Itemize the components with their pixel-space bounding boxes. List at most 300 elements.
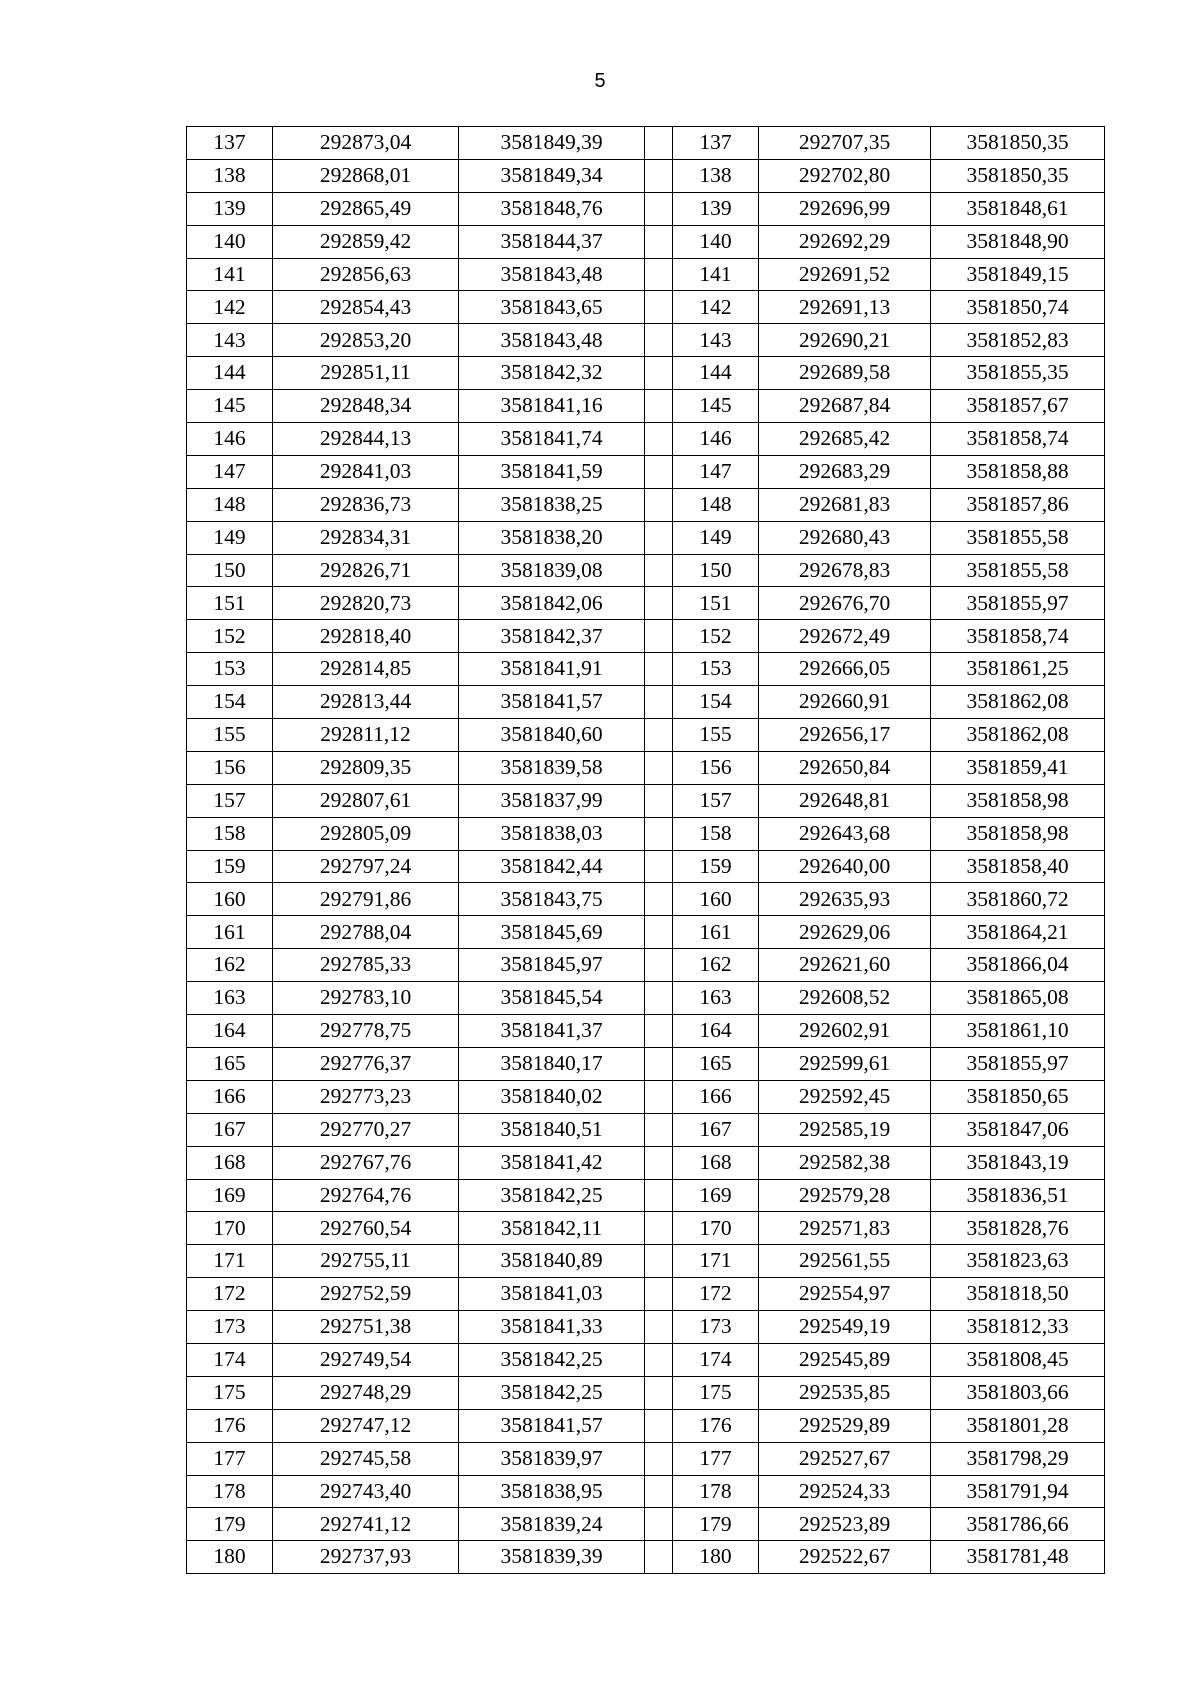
- point-number-right: 175: [673, 1376, 759, 1409]
- x-coordinate-right: 292549,19: [759, 1311, 931, 1344]
- spacer-cell: [645, 587, 673, 620]
- x-coordinate-right: 292592,45: [759, 1080, 931, 1113]
- x-coordinate-right: 292635,93: [759, 883, 931, 916]
- x-coordinate-left: 292836,73: [273, 488, 459, 521]
- y-coordinate-right: 3581798,29: [931, 1442, 1105, 1475]
- x-coordinate-right: 292554,97: [759, 1278, 931, 1311]
- x-coordinate-left: 292778,75: [273, 1015, 459, 1048]
- spacer-cell: [645, 949, 673, 982]
- x-coordinate-left: 292785,33: [273, 949, 459, 982]
- y-coordinate-left: 3581843,48: [459, 324, 645, 357]
- y-coordinate-right: 3581781,48: [931, 1541, 1105, 1574]
- table-row: [187, 159, 1105, 192]
- y-coordinate-right: 3581849,15: [931, 258, 1105, 291]
- y-coordinate-left: 3581842,37: [459, 620, 645, 653]
- table-row: [187, 554, 1105, 587]
- x-coordinate-left: 292797,24: [273, 850, 459, 883]
- point-number-right: 174: [673, 1343, 759, 1376]
- x-coordinate-right: 292689,58: [759, 357, 931, 390]
- x-coordinate-right: 292691,13: [759, 291, 931, 324]
- point-number-left: 173: [187, 1311, 273, 1344]
- table-row: [187, 1080, 1105, 1113]
- point-number-left: 164: [187, 1015, 273, 1048]
- point-number-right: 172: [673, 1278, 759, 1311]
- spacer-cell: [645, 719, 673, 752]
- x-coordinate-right: 292681,83: [759, 488, 931, 521]
- table-row: [187, 1212, 1105, 1245]
- x-coordinate-right: 292535,85: [759, 1376, 931, 1409]
- point-number-left: 141: [187, 258, 273, 291]
- table-row: [187, 916, 1105, 949]
- point-number-right: 180: [673, 1541, 759, 1574]
- spacer-cell: [645, 1508, 673, 1541]
- spacer-cell: [645, 1080, 673, 1113]
- y-coordinate-left: 3581838,25: [459, 488, 645, 521]
- point-number-right: 162: [673, 949, 759, 982]
- point-number-right: 153: [673, 653, 759, 686]
- point-number-left: 165: [187, 1047, 273, 1080]
- table-row: [187, 949, 1105, 982]
- x-coordinate-left: 292788,04: [273, 916, 459, 949]
- x-coordinate-right: 292621,60: [759, 949, 931, 982]
- point-number-right: 149: [673, 521, 759, 554]
- y-coordinate-right: 3581859,41: [931, 751, 1105, 784]
- table-row: [187, 1541, 1105, 1574]
- y-coordinate-left: 3581841,91: [459, 653, 645, 686]
- y-coordinate-right: 3581850,74: [931, 291, 1105, 324]
- point-number-right: 141: [673, 258, 759, 291]
- y-coordinate-right: 3581836,51: [931, 1179, 1105, 1212]
- point-number-right: 161: [673, 916, 759, 949]
- table-row: [187, 817, 1105, 850]
- table-row: [187, 1343, 1105, 1376]
- point-number-left: 144: [187, 357, 273, 390]
- x-coordinate-right: 292648,81: [759, 784, 931, 817]
- y-coordinate-left: 3581840,02: [459, 1080, 645, 1113]
- point-number-right: 157: [673, 784, 759, 817]
- y-coordinate-right: 3581857,86: [931, 488, 1105, 521]
- spacer-cell: [645, 554, 673, 587]
- y-coordinate-left: 3581845,54: [459, 982, 645, 1015]
- x-coordinate-left: 292854,43: [273, 291, 459, 324]
- x-coordinate-right: 292582,38: [759, 1146, 931, 1179]
- point-number-right: 156: [673, 751, 759, 784]
- y-coordinate-right: 3581866,04: [931, 949, 1105, 982]
- y-coordinate-right: 3581858,98: [931, 817, 1105, 850]
- table-row: [187, 324, 1105, 357]
- spacer-cell: [645, 291, 673, 324]
- point-number-right: 167: [673, 1113, 759, 1146]
- point-number-right: 178: [673, 1475, 759, 1508]
- y-coordinate-left: 3581840,89: [459, 1245, 645, 1278]
- x-coordinate-left: 292873,04: [273, 127, 459, 160]
- y-coordinate-right: 3581848,61: [931, 192, 1105, 225]
- y-coordinate-left: 3581842,06: [459, 587, 645, 620]
- y-coordinate-right: 3581860,72: [931, 883, 1105, 916]
- point-number-left: 177: [187, 1442, 273, 1475]
- y-coordinate-left: 3581845,97: [459, 949, 645, 982]
- table-row: [187, 1278, 1105, 1311]
- spacer-cell: [645, 258, 673, 291]
- table-row: [187, 127, 1105, 160]
- page-number: 5: [594, 70, 606, 92]
- table-row: [187, 258, 1105, 291]
- spacer-cell: [645, 1015, 673, 1048]
- x-coordinate-left: 292807,61: [273, 784, 459, 817]
- point-number-left: 174: [187, 1343, 273, 1376]
- y-coordinate-right: 3581861,25: [931, 653, 1105, 686]
- spacer-cell: [645, 357, 673, 390]
- x-coordinate-left: 292749,54: [273, 1343, 459, 1376]
- y-coordinate-left: 3581843,65: [459, 291, 645, 324]
- point-number-right: 154: [673, 686, 759, 719]
- point-number-left: 179: [187, 1508, 273, 1541]
- y-coordinate-left: 3581838,20: [459, 521, 645, 554]
- x-coordinate-right: 292660,91: [759, 686, 931, 719]
- y-coordinate-left: 3581843,48: [459, 258, 645, 291]
- y-coordinate-left: 3581845,69: [459, 916, 645, 949]
- table-row: [187, 1475, 1105, 1508]
- x-coordinate-right: 292608,52: [759, 982, 931, 1015]
- x-coordinate-right: 292602,91: [759, 1015, 931, 1048]
- point-number-right: 179: [673, 1508, 759, 1541]
- point-number-left: 172: [187, 1278, 273, 1311]
- table-row: [187, 1311, 1105, 1344]
- spacer-cell: [645, 488, 673, 521]
- table-row: [187, 653, 1105, 686]
- coordinates-table-body: [187, 127, 1105, 1574]
- point-number-left: 160: [187, 883, 273, 916]
- point-number-right: 177: [673, 1442, 759, 1475]
- table-row: [187, 1376, 1105, 1409]
- x-coordinate-right: 292707,35: [759, 127, 931, 160]
- coordinates-table: [186, 126, 1105, 1574]
- table-row: [187, 686, 1105, 719]
- point-number-left: 157: [187, 784, 273, 817]
- point-number-right: 140: [673, 225, 759, 258]
- y-coordinate-right: 3581847,06: [931, 1113, 1105, 1146]
- y-coordinate-right: 3581862,08: [931, 686, 1105, 719]
- y-coordinate-right: 3581858,74: [931, 423, 1105, 456]
- point-number-left: 150: [187, 554, 273, 587]
- point-number-left: 159: [187, 850, 273, 883]
- point-number-right: 160: [673, 883, 759, 916]
- x-coordinate-right: 292527,67: [759, 1442, 931, 1475]
- x-coordinate-right: 292585,19: [759, 1113, 931, 1146]
- table-row: [187, 357, 1105, 390]
- y-coordinate-left: 3581841,59: [459, 455, 645, 488]
- table-row: [187, 423, 1105, 456]
- x-coordinate-left: 292851,11: [273, 357, 459, 390]
- spacer-cell: [645, 390, 673, 423]
- y-coordinate-left: 3581841,03: [459, 1278, 645, 1311]
- y-coordinate-left: 3581840,51: [459, 1113, 645, 1146]
- point-number-right: 176: [673, 1409, 759, 1442]
- x-coordinate-right: 292523,89: [759, 1508, 931, 1541]
- x-coordinate-left: 292848,34: [273, 390, 459, 423]
- x-coordinate-right: 292692,29: [759, 225, 931, 258]
- y-coordinate-right: 3581812,33: [931, 1311, 1105, 1344]
- table-row: [187, 488, 1105, 521]
- x-coordinate-right: 292650,84: [759, 751, 931, 784]
- point-number-left: 149: [187, 521, 273, 554]
- x-coordinate-left: 292834,31: [273, 521, 459, 554]
- spacer-cell: [645, 1179, 673, 1212]
- y-coordinate-left: 3581839,39: [459, 1541, 645, 1574]
- point-number-left: 169: [187, 1179, 273, 1212]
- table-row: [187, 883, 1105, 916]
- y-coordinate-left: 3581838,95: [459, 1475, 645, 1508]
- point-number-right: 163: [673, 982, 759, 1015]
- table-row: [187, 1245, 1105, 1278]
- x-coordinate-right: 292702,80: [759, 159, 931, 192]
- table-row: [187, 192, 1105, 225]
- y-coordinate-right: 3581855,58: [931, 554, 1105, 587]
- x-coordinate-left: 292809,35: [273, 751, 459, 784]
- x-coordinate-left: 292841,03: [273, 455, 459, 488]
- point-number-right: 171: [673, 1245, 759, 1278]
- y-coordinate-right: 3581850,65: [931, 1080, 1105, 1113]
- point-number-left: 158: [187, 817, 273, 850]
- point-number-right: 151: [673, 587, 759, 620]
- x-coordinate-left: 292755,11: [273, 1245, 459, 1278]
- x-coordinate-left: 292868,01: [273, 159, 459, 192]
- x-coordinate-left: 292767,76: [273, 1146, 459, 1179]
- x-coordinate-left: 292747,12: [273, 1409, 459, 1442]
- table-row: [187, 719, 1105, 752]
- x-coordinate-left: 292737,93: [273, 1541, 459, 1574]
- y-coordinate-right: 3581803,66: [931, 1376, 1105, 1409]
- y-coordinate-right: 3581858,74: [931, 620, 1105, 653]
- point-number-left: 152: [187, 620, 273, 653]
- spacer-cell: [645, 620, 673, 653]
- point-number-right: 155: [673, 719, 759, 752]
- point-number-right: 152: [673, 620, 759, 653]
- point-number-left: 178: [187, 1475, 273, 1508]
- point-number-right: 169: [673, 1179, 759, 1212]
- point-number-left: 170: [187, 1212, 273, 1245]
- y-coordinate-left: 3581842,11: [459, 1212, 645, 1245]
- y-coordinate-right: 3581843,19: [931, 1146, 1105, 1179]
- y-coordinate-right: 3581855,35: [931, 357, 1105, 390]
- spacer-cell: [645, 653, 673, 686]
- spacer-cell: [645, 751, 673, 784]
- y-coordinate-left: 3581839,58: [459, 751, 645, 784]
- table-row: [187, 455, 1105, 488]
- spacer-cell: [645, 1212, 673, 1245]
- point-number-left: 145: [187, 390, 273, 423]
- point-number-left: 175: [187, 1376, 273, 1409]
- spacer-cell: [645, 423, 673, 456]
- table-row: [187, 225, 1105, 258]
- y-coordinate-left: 3581839,97: [459, 1442, 645, 1475]
- point-number-left: 142: [187, 291, 273, 324]
- x-coordinate-left: 292748,29: [273, 1376, 459, 1409]
- spacer-cell: [645, 982, 673, 1015]
- x-coordinate-left: 292760,54: [273, 1212, 459, 1245]
- x-coordinate-left: 292751,38: [273, 1311, 459, 1344]
- x-coordinate-left: 292820,73: [273, 587, 459, 620]
- x-coordinate-right: 292690,21: [759, 324, 931, 357]
- y-coordinate-left: 3581842,44: [459, 850, 645, 883]
- spacer-cell: [645, 225, 673, 258]
- spacer-cell: [645, 1442, 673, 1475]
- x-coordinate-left: 292865,49: [273, 192, 459, 225]
- spacer-cell: [645, 686, 673, 719]
- point-number-right: 148: [673, 488, 759, 521]
- point-number-left: 151: [187, 587, 273, 620]
- point-number-left: 140: [187, 225, 273, 258]
- y-coordinate-left: 3581841,16: [459, 390, 645, 423]
- spacer-cell: [645, 1311, 673, 1344]
- x-coordinate-left: 292745,58: [273, 1442, 459, 1475]
- x-coordinate-right: 292529,89: [759, 1409, 931, 1442]
- x-coordinate-right: 292683,29: [759, 455, 931, 488]
- y-coordinate-left: 3581839,08: [459, 554, 645, 587]
- table-row: [187, 982, 1105, 1015]
- y-coordinate-left: 3581849,39: [459, 127, 645, 160]
- y-coordinate-right: 3581861,10: [931, 1015, 1105, 1048]
- point-number-right: 158: [673, 817, 759, 850]
- point-number-left: 139: [187, 192, 273, 225]
- spacer-cell: [645, 521, 673, 554]
- point-number-right: 139: [673, 192, 759, 225]
- spacer-cell: [645, 1541, 673, 1574]
- point-number-right: 137: [673, 127, 759, 160]
- spacer-cell: [645, 817, 673, 850]
- y-coordinate-right: 3581848,90: [931, 225, 1105, 258]
- point-number-left: 153: [187, 653, 273, 686]
- x-coordinate-right: 292676,70: [759, 587, 931, 620]
- y-coordinate-right: 3581823,63: [931, 1245, 1105, 1278]
- x-coordinate-right: 292522,67: [759, 1541, 931, 1574]
- point-number-right: 145: [673, 390, 759, 423]
- spacer-cell: [645, 1409, 673, 1442]
- table-row: [187, 751, 1105, 784]
- x-coordinate-left: 292764,76: [273, 1179, 459, 1212]
- spacer-cell: [645, 1278, 673, 1311]
- y-coordinate-left: 3581842,25: [459, 1376, 645, 1409]
- x-coordinate-left: 292811,12: [273, 719, 459, 752]
- y-coordinate-left: 3581841,42: [459, 1146, 645, 1179]
- x-coordinate-right: 292680,43: [759, 521, 931, 554]
- point-number-left: 166: [187, 1080, 273, 1113]
- point-number-left: 156: [187, 751, 273, 784]
- y-coordinate-right: 3581850,35: [931, 159, 1105, 192]
- y-coordinate-right: 3581857,67: [931, 390, 1105, 423]
- point-number-left: 155: [187, 719, 273, 752]
- spacer-cell: [645, 916, 673, 949]
- spacer-cell: [645, 455, 673, 488]
- y-coordinate-right: 3581808,45: [931, 1343, 1105, 1376]
- y-coordinate-left: 3581837,99: [459, 784, 645, 817]
- x-coordinate-right: 292579,28: [759, 1179, 931, 1212]
- table-row: [187, 291, 1105, 324]
- y-coordinate-right: 3581865,08: [931, 982, 1105, 1015]
- x-coordinate-left: 292856,63: [273, 258, 459, 291]
- point-number-left: 143: [187, 324, 273, 357]
- x-coordinate-right: 292687,84: [759, 390, 931, 423]
- point-number-right: 146: [673, 423, 759, 456]
- x-coordinate-right: 292545,89: [759, 1343, 931, 1376]
- spacer-cell: [645, 1376, 673, 1409]
- table-row: [187, 1508, 1105, 1541]
- spacer-cell: [645, 850, 673, 883]
- x-coordinate-right: 292640,00: [759, 850, 931, 883]
- point-number-left: 146: [187, 423, 273, 456]
- x-coordinate-left: 292826,71: [273, 554, 459, 587]
- point-number-left: 147: [187, 455, 273, 488]
- x-coordinate-right: 292599,61: [759, 1047, 931, 1080]
- y-coordinate-right: 3581791,94: [931, 1475, 1105, 1508]
- point-number-right: 159: [673, 850, 759, 883]
- spacer-cell: [645, 1245, 673, 1278]
- point-number-right: 143: [673, 324, 759, 357]
- y-coordinate-right: 3581786,66: [931, 1508, 1105, 1541]
- y-coordinate-left: 3581841,57: [459, 1409, 645, 1442]
- x-coordinate-right: 292629,06: [759, 916, 931, 949]
- point-number-right: 142: [673, 291, 759, 324]
- x-coordinate-left: 292741,12: [273, 1508, 459, 1541]
- point-number-left: 168: [187, 1146, 273, 1179]
- y-coordinate-left: 3581840,17: [459, 1047, 645, 1080]
- y-coordinate-right: 3581855,97: [931, 1047, 1105, 1080]
- point-number-left: 162: [187, 949, 273, 982]
- table-row: [187, 1113, 1105, 1146]
- point-number-right: 144: [673, 357, 759, 390]
- spacer-cell: [645, 1047, 673, 1080]
- x-coordinate-right: 292691,52: [759, 258, 931, 291]
- y-coordinate-right: 3581858,98: [931, 784, 1105, 817]
- y-coordinate-left: 3581843,75: [459, 883, 645, 916]
- x-coordinate-left: 292853,20: [273, 324, 459, 357]
- point-number-left: 161: [187, 916, 273, 949]
- x-coordinate-left: 292773,23: [273, 1080, 459, 1113]
- x-coordinate-left: 292776,37: [273, 1047, 459, 1080]
- y-coordinate-left: 3581842,25: [459, 1343, 645, 1376]
- x-coordinate-right: 292666,05: [759, 653, 931, 686]
- y-coordinate-left: 3581839,24: [459, 1508, 645, 1541]
- table-row: [187, 1409, 1105, 1442]
- y-coordinate-left: 3581842,25: [459, 1179, 645, 1212]
- y-coordinate-right: 3581801,28: [931, 1409, 1105, 1442]
- y-coordinate-left: 3581840,60: [459, 719, 645, 752]
- table-row: [187, 521, 1105, 554]
- x-coordinate-left: 292791,86: [273, 883, 459, 916]
- point-number-left: 176: [187, 1409, 273, 1442]
- y-coordinate-right: 3581855,97: [931, 587, 1105, 620]
- y-coordinate-left: 3581848,76: [459, 192, 645, 225]
- point-number-right: 150: [673, 554, 759, 587]
- y-coordinate-right: 3581858,40: [931, 850, 1105, 883]
- y-coordinate-left: 3581841,33: [459, 1311, 645, 1344]
- table-row: [187, 1179, 1105, 1212]
- table-row: [187, 1047, 1105, 1080]
- x-coordinate-left: 292814,85: [273, 653, 459, 686]
- y-coordinate-left: 3581838,03: [459, 817, 645, 850]
- spacer-cell: [645, 127, 673, 160]
- y-coordinate-right: 3581828,76: [931, 1212, 1105, 1245]
- spacer-cell: [645, 324, 673, 357]
- x-coordinate-right: 292561,55: [759, 1245, 931, 1278]
- y-coordinate-right: 3581864,21: [931, 916, 1105, 949]
- y-coordinate-left: 3581841,74: [459, 423, 645, 456]
- spacer-cell: [645, 1146, 673, 1179]
- spacer-cell: [645, 883, 673, 916]
- x-coordinate-left: 292844,13: [273, 423, 459, 456]
- point-number-left: 154: [187, 686, 273, 719]
- table-row: [187, 620, 1105, 653]
